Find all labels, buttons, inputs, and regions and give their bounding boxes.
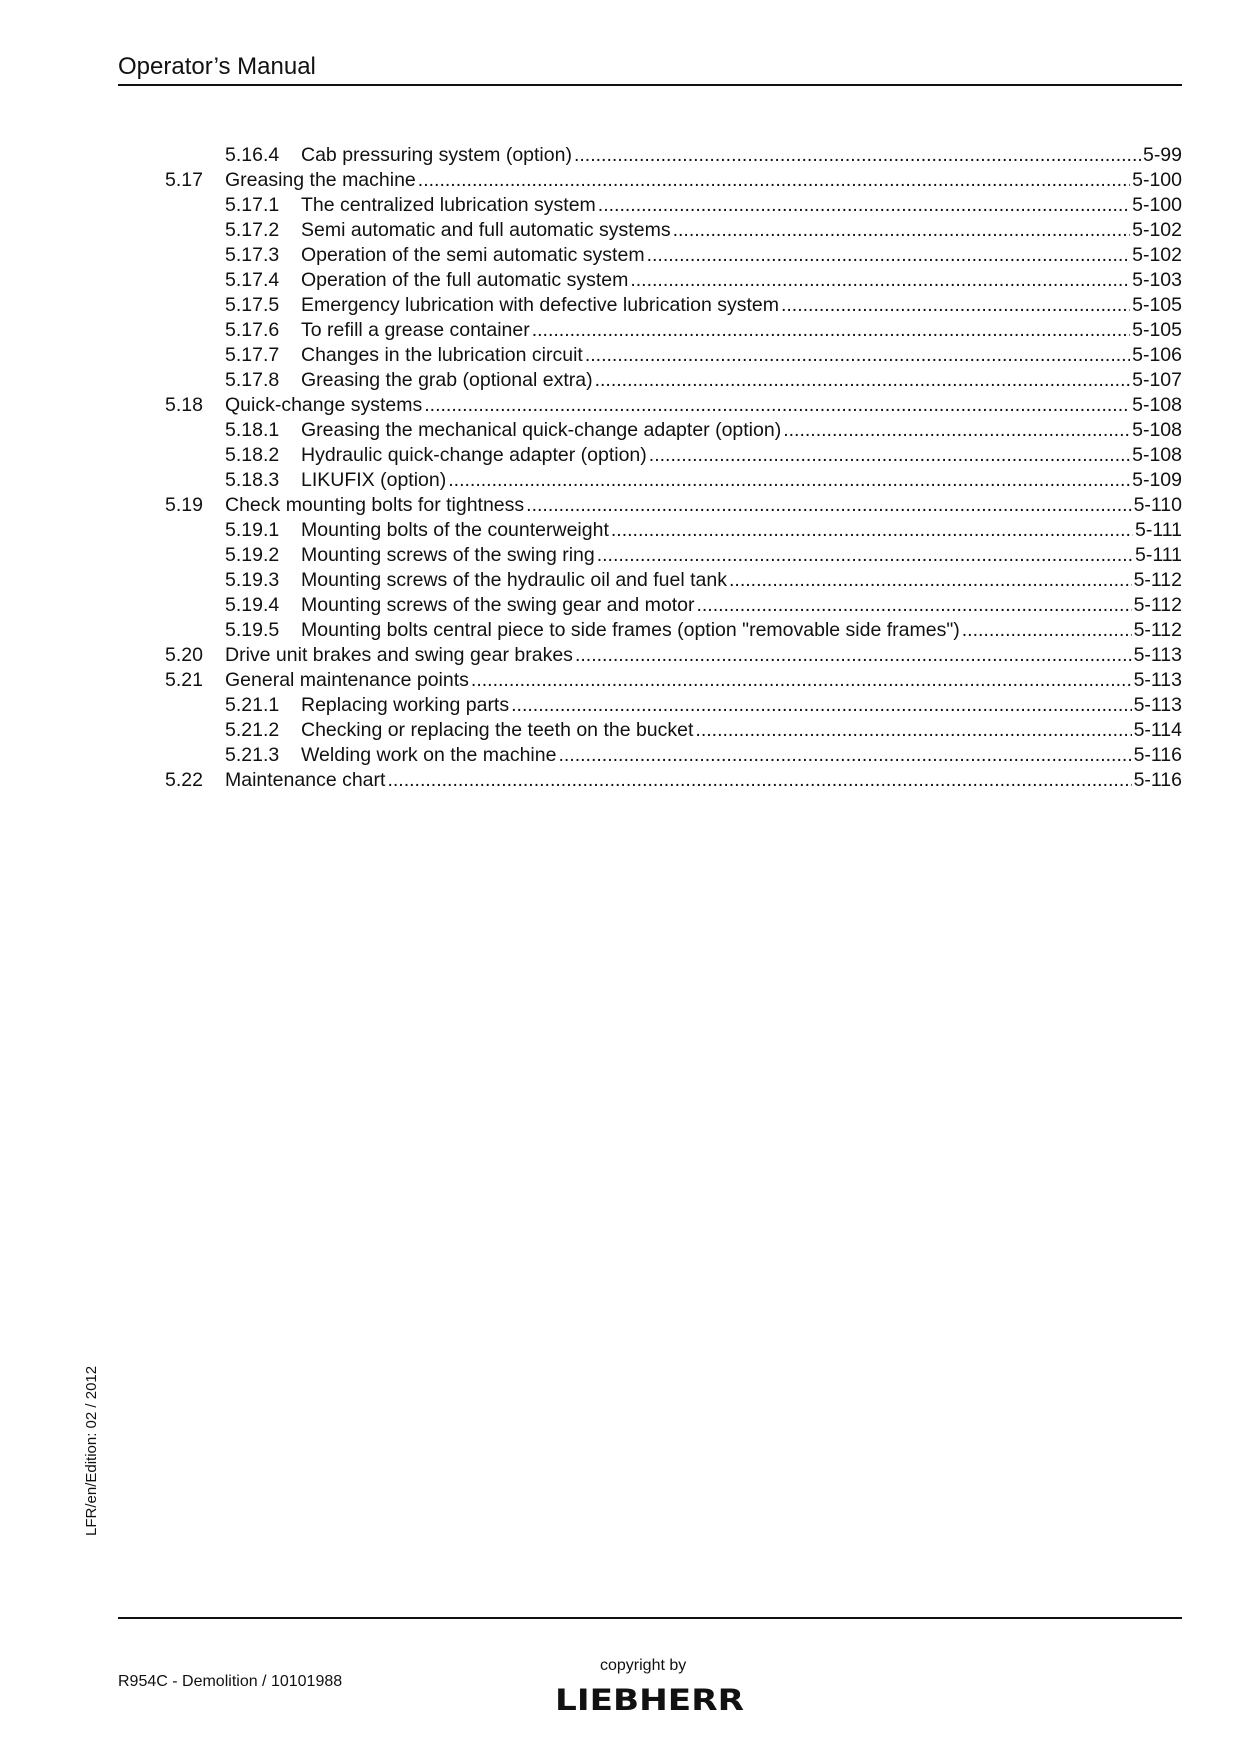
toc-dot-leader [526, 493, 1131, 518]
toc-entry-line [301, 318, 1182, 343]
toc-entry-number: 5.18.2 [225, 444, 280, 466]
toc-entry-line [225, 493, 1182, 518]
toc-dot-leader [511, 693, 1131, 718]
toc-subsection-entry[interactable] [0, 218, 1240, 243]
document-id: R954C - Demolition / 10101988 [118, 1673, 343, 1690]
toc-entry-title: Checking or replacing the teeth on the bucket [301, 719, 694, 741]
toc-entry-number: 5.19.2 [225, 544, 280, 566]
toc-dot-leader [611, 518, 1133, 543]
toc-dot-leader [597, 543, 1133, 568]
toc-subsection-entry[interactable] [0, 693, 1240, 718]
toc-entry-line [301, 468, 1182, 493]
toc-entry-title: Welding work on the machine [301, 744, 557, 766]
toc-entry-title: Quick-change systems [225, 394, 423, 416]
toc-entry-line [301, 143, 1182, 168]
toc-entry-title: Changes in the lubrication circuit [301, 344, 583, 366]
toc-subsection-entry[interactable] [0, 518, 1240, 543]
toc-entry-title: Hydraulic quick-change adapter (option) [301, 444, 647, 466]
table-of-contents [0, 143, 1240, 793]
toc-section-entry[interactable] [0, 768, 1240, 793]
toc-entry-line [225, 168, 1182, 193]
toc-entry-line [301, 293, 1182, 318]
toc-section-entry[interactable] [0, 493, 1240, 518]
toc-dot-leader [575, 643, 1132, 668]
toc-entry-number: 5.19.4 [225, 594, 280, 616]
toc-section-entry[interactable] [0, 668, 1240, 693]
toc-entry-line [225, 393, 1182, 418]
toc-entry-page: 5-108 [1132, 394, 1182, 416]
toc-entry-page: 5-113 [1133, 669, 1182, 691]
toc-entry-number: 5.20 [165, 644, 203, 666]
toc-entry-title: Mounting screws of the swing ring [301, 544, 595, 566]
toc-dot-leader [962, 618, 1132, 643]
copyright-label: copyright by [600, 1657, 687, 1674]
toc-entry-number: 5.18 [165, 394, 203, 416]
toc-entry-title: Semi automatic and full automatic systems [301, 219, 671, 241]
toc-entry-line [301, 518, 1182, 543]
toc-entry-page: 5-112 [1133, 619, 1182, 641]
toc-dot-leader [649, 443, 1130, 468]
toc-subsection-entry[interactable] [0, 618, 1240, 643]
toc-dot-leader [558, 743, 1131, 768]
toc-dot-leader [471, 668, 1132, 693]
toc-entry-line [301, 418, 1182, 443]
toc-dot-leader [418, 168, 1130, 193]
toc-dot-leader [695, 718, 1131, 743]
toc-subsection-entry[interactable] [0, 468, 1240, 493]
toc-subsection-entry[interactable] [0, 593, 1240, 618]
toc-entry-title: Mounting bolts of the counterweight [301, 519, 609, 541]
toc-entry-line [301, 343, 1182, 368]
liebherr-logo [553, 1683, 746, 1715]
toc-entry-page: 5-103 [1132, 269, 1182, 291]
toc-entry-title: Operation of the semi automatic system [301, 244, 645, 266]
toc-entry-line [301, 268, 1182, 293]
toc-subsection-entry[interactable] [0, 343, 1240, 368]
toc-entry-page: 5-111 [1135, 544, 1182, 566]
toc-entry-title: Greasing the grab (optional extra) [301, 369, 593, 391]
toc-dot-leader [532, 318, 1130, 343]
toc-entry-page: 5-116 [1133, 744, 1182, 766]
toc-entry-line [301, 193, 1182, 218]
footer-divider [118, 1617, 1182, 1619]
toc-entry-page: 5-100 [1132, 169, 1182, 191]
toc-dot-leader [696, 593, 1131, 618]
toc-entry-page: 5-108 [1132, 419, 1182, 441]
toc-subsection-entry[interactable] [0, 418, 1240, 443]
toc-dot-leader [783, 418, 1130, 443]
toc-dot-leader [673, 218, 1131, 243]
toc-subsection-entry[interactable] [0, 568, 1240, 593]
toc-entry-page: 5-113 [1133, 694, 1182, 716]
toc-subsection-entry[interactable] [0, 318, 1240, 343]
toc-entry-number: 5.17.1 [225, 194, 280, 216]
toc-dot-leader [647, 243, 1131, 268]
toc-entry-number: 5.16.4 [225, 144, 280, 166]
toc-entry-number: 5.19 [165, 494, 203, 516]
toc-dot-leader [574, 143, 1141, 168]
toc-entry-number: 5.17.4 [225, 269, 280, 291]
toc-entry-title: Greasing the machine [225, 169, 416, 191]
toc-entry-page: 5-102 [1132, 219, 1182, 241]
toc-entry-title: Mounting screws of the hydraulic oil and fuel tank [301, 569, 727, 591]
toc-entry-number: 5.18.1 [225, 419, 280, 441]
toc-section-entry[interactable] [0, 168, 1240, 193]
toc-entry-number: 5.22 [165, 769, 203, 791]
toc-entry-page: 5-99 [1142, 144, 1182, 166]
toc-entry-page: 5-109 [1132, 469, 1182, 491]
toc-entry-title: General maintenance points [225, 669, 469, 691]
toc-entry-line [225, 643, 1182, 668]
toc-entry-page: 5-107 [1132, 369, 1182, 391]
toc-entry-page: 5-114 [1133, 719, 1182, 741]
toc-subsection-entry[interactable] [0, 543, 1240, 568]
toc-entry-number: 5.21 [165, 669, 203, 691]
toc-entry-page: 5-116 [1133, 769, 1182, 791]
toc-dot-leader [387, 768, 1131, 793]
toc-entry-number: 5.21.2 [225, 719, 280, 741]
toc-dot-leader [424, 393, 1130, 418]
toc-entry-line [301, 593, 1182, 618]
toc-entry-title: Emergency lubrication with defective lubrication system [301, 294, 779, 316]
toc-entry-title: Cab pressuring system (option) [301, 144, 572, 166]
toc-entry-line [301, 443, 1182, 468]
toc-entry-number: 5.21.1 [225, 694, 280, 716]
toc-subsection-entry[interactable] [0, 268, 1240, 293]
toc-dot-leader [630, 268, 1130, 293]
toc-entry-title: To refill a grease container [301, 319, 530, 341]
toc-entry-page: 5-112 [1133, 569, 1182, 591]
toc-entry-line [301, 543, 1182, 568]
toc-section-entry[interactable] [0, 643, 1240, 668]
toc-dot-leader [729, 568, 1132, 593]
toc-entry-title: Mounting bolts central piece to side frames (option "removable side frames") [301, 619, 960, 641]
toc-dot-leader [448, 468, 1130, 493]
toc-entry-number: 5.19.1 [225, 519, 280, 541]
toc-entry-number: 5.17.7 [225, 344, 280, 366]
toc-entry-page: 5-112 [1133, 594, 1182, 616]
toc-entry-title: Mounting screws of the swing gear and motor [301, 594, 695, 616]
toc-entry-line [225, 668, 1182, 693]
toc-entry-title: Drive unit brakes and swing gear brakes [225, 644, 573, 666]
toc-entry-line [301, 718, 1182, 743]
toc-entry-number: 5.19.5 [225, 619, 280, 641]
toc-entry-number: 5.19.3 [225, 569, 280, 591]
toc-entry-number: 5.17.6 [225, 319, 280, 341]
toc-subsection-entry[interactable] [0, 243, 1240, 268]
toc-entry-line [301, 618, 1182, 643]
toc-entry-line [301, 368, 1182, 393]
toc-entry-line [225, 768, 1182, 793]
toc-subsection-entry[interactable] [0, 293, 1240, 318]
toc-entry-number: 5.17 [165, 169, 203, 191]
toc-entry-title: Maintenance chart [225, 769, 386, 791]
toc-entry-title: Greasing the mechanical quick-change adapter (option) [301, 419, 782, 441]
liebherr-logo-text: LIEBHERR [555, 1683, 744, 1715]
toc-entry-line [301, 218, 1182, 243]
edition-label: LFR/en/Edition: 02 / 2012 [83, 1365, 100, 1536]
toc-entry-page: 5-105 [1132, 294, 1182, 316]
toc-dot-leader [585, 343, 1130, 368]
toc-entry-title: Operation of the full automatic system [301, 269, 629, 291]
toc-entry-page: 5-105 [1132, 319, 1182, 341]
toc-entry-title: Replacing working parts [301, 694, 510, 716]
toc-entry-number: 5.18.3 [225, 469, 280, 491]
toc-subsection-entry[interactable] [0, 143, 1240, 168]
toc-entry-number: 5.21.3 [225, 744, 280, 766]
toc-entry-number: 5.17.2 [225, 219, 280, 241]
toc-subsection-entry[interactable] [0, 743, 1240, 768]
header-divider [118, 84, 1182, 86]
toc-entry-line [301, 243, 1182, 268]
toc-subsection-entry[interactable] [0, 718, 1240, 743]
toc-entry-page: 5-110 [1133, 494, 1182, 516]
toc-entry-number: 5.17.8 [225, 369, 280, 391]
toc-entry-number: 5.17.3 [225, 244, 280, 266]
toc-subsection-entry[interactable] [0, 193, 1240, 218]
toc-dot-leader [598, 193, 1130, 218]
toc-subsection-entry[interactable] [0, 368, 1240, 393]
toc-dot-leader [595, 368, 1131, 393]
page-title: Operator’s Manual [118, 53, 316, 80]
toc-entry-title: The centralized lubrication system [301, 194, 596, 216]
toc-dot-leader [781, 293, 1130, 318]
toc-entry-page: 5-102 [1132, 244, 1182, 266]
toc-entry-line [301, 743, 1182, 768]
toc-entry-page: 5-111 [1135, 519, 1182, 541]
toc-entry-line [301, 693, 1182, 718]
toc-entry-number: 5.17.5 [225, 294, 280, 316]
toc-entry-line [301, 568, 1182, 593]
toc-section-entry[interactable] [0, 393, 1240, 418]
toc-entry-page: 5-113 [1133, 644, 1182, 666]
toc-entry-page: 5-106 [1132, 344, 1182, 366]
toc-entry-page: 5-100 [1132, 194, 1182, 216]
toc-entry-page: 5-108 [1132, 444, 1182, 466]
toc-subsection-entry[interactable] [0, 443, 1240, 468]
toc-entry-title: LIKUFIX (option) [301, 469, 447, 491]
toc-entry-title: Check mounting bolts for tightness [225, 494, 525, 516]
